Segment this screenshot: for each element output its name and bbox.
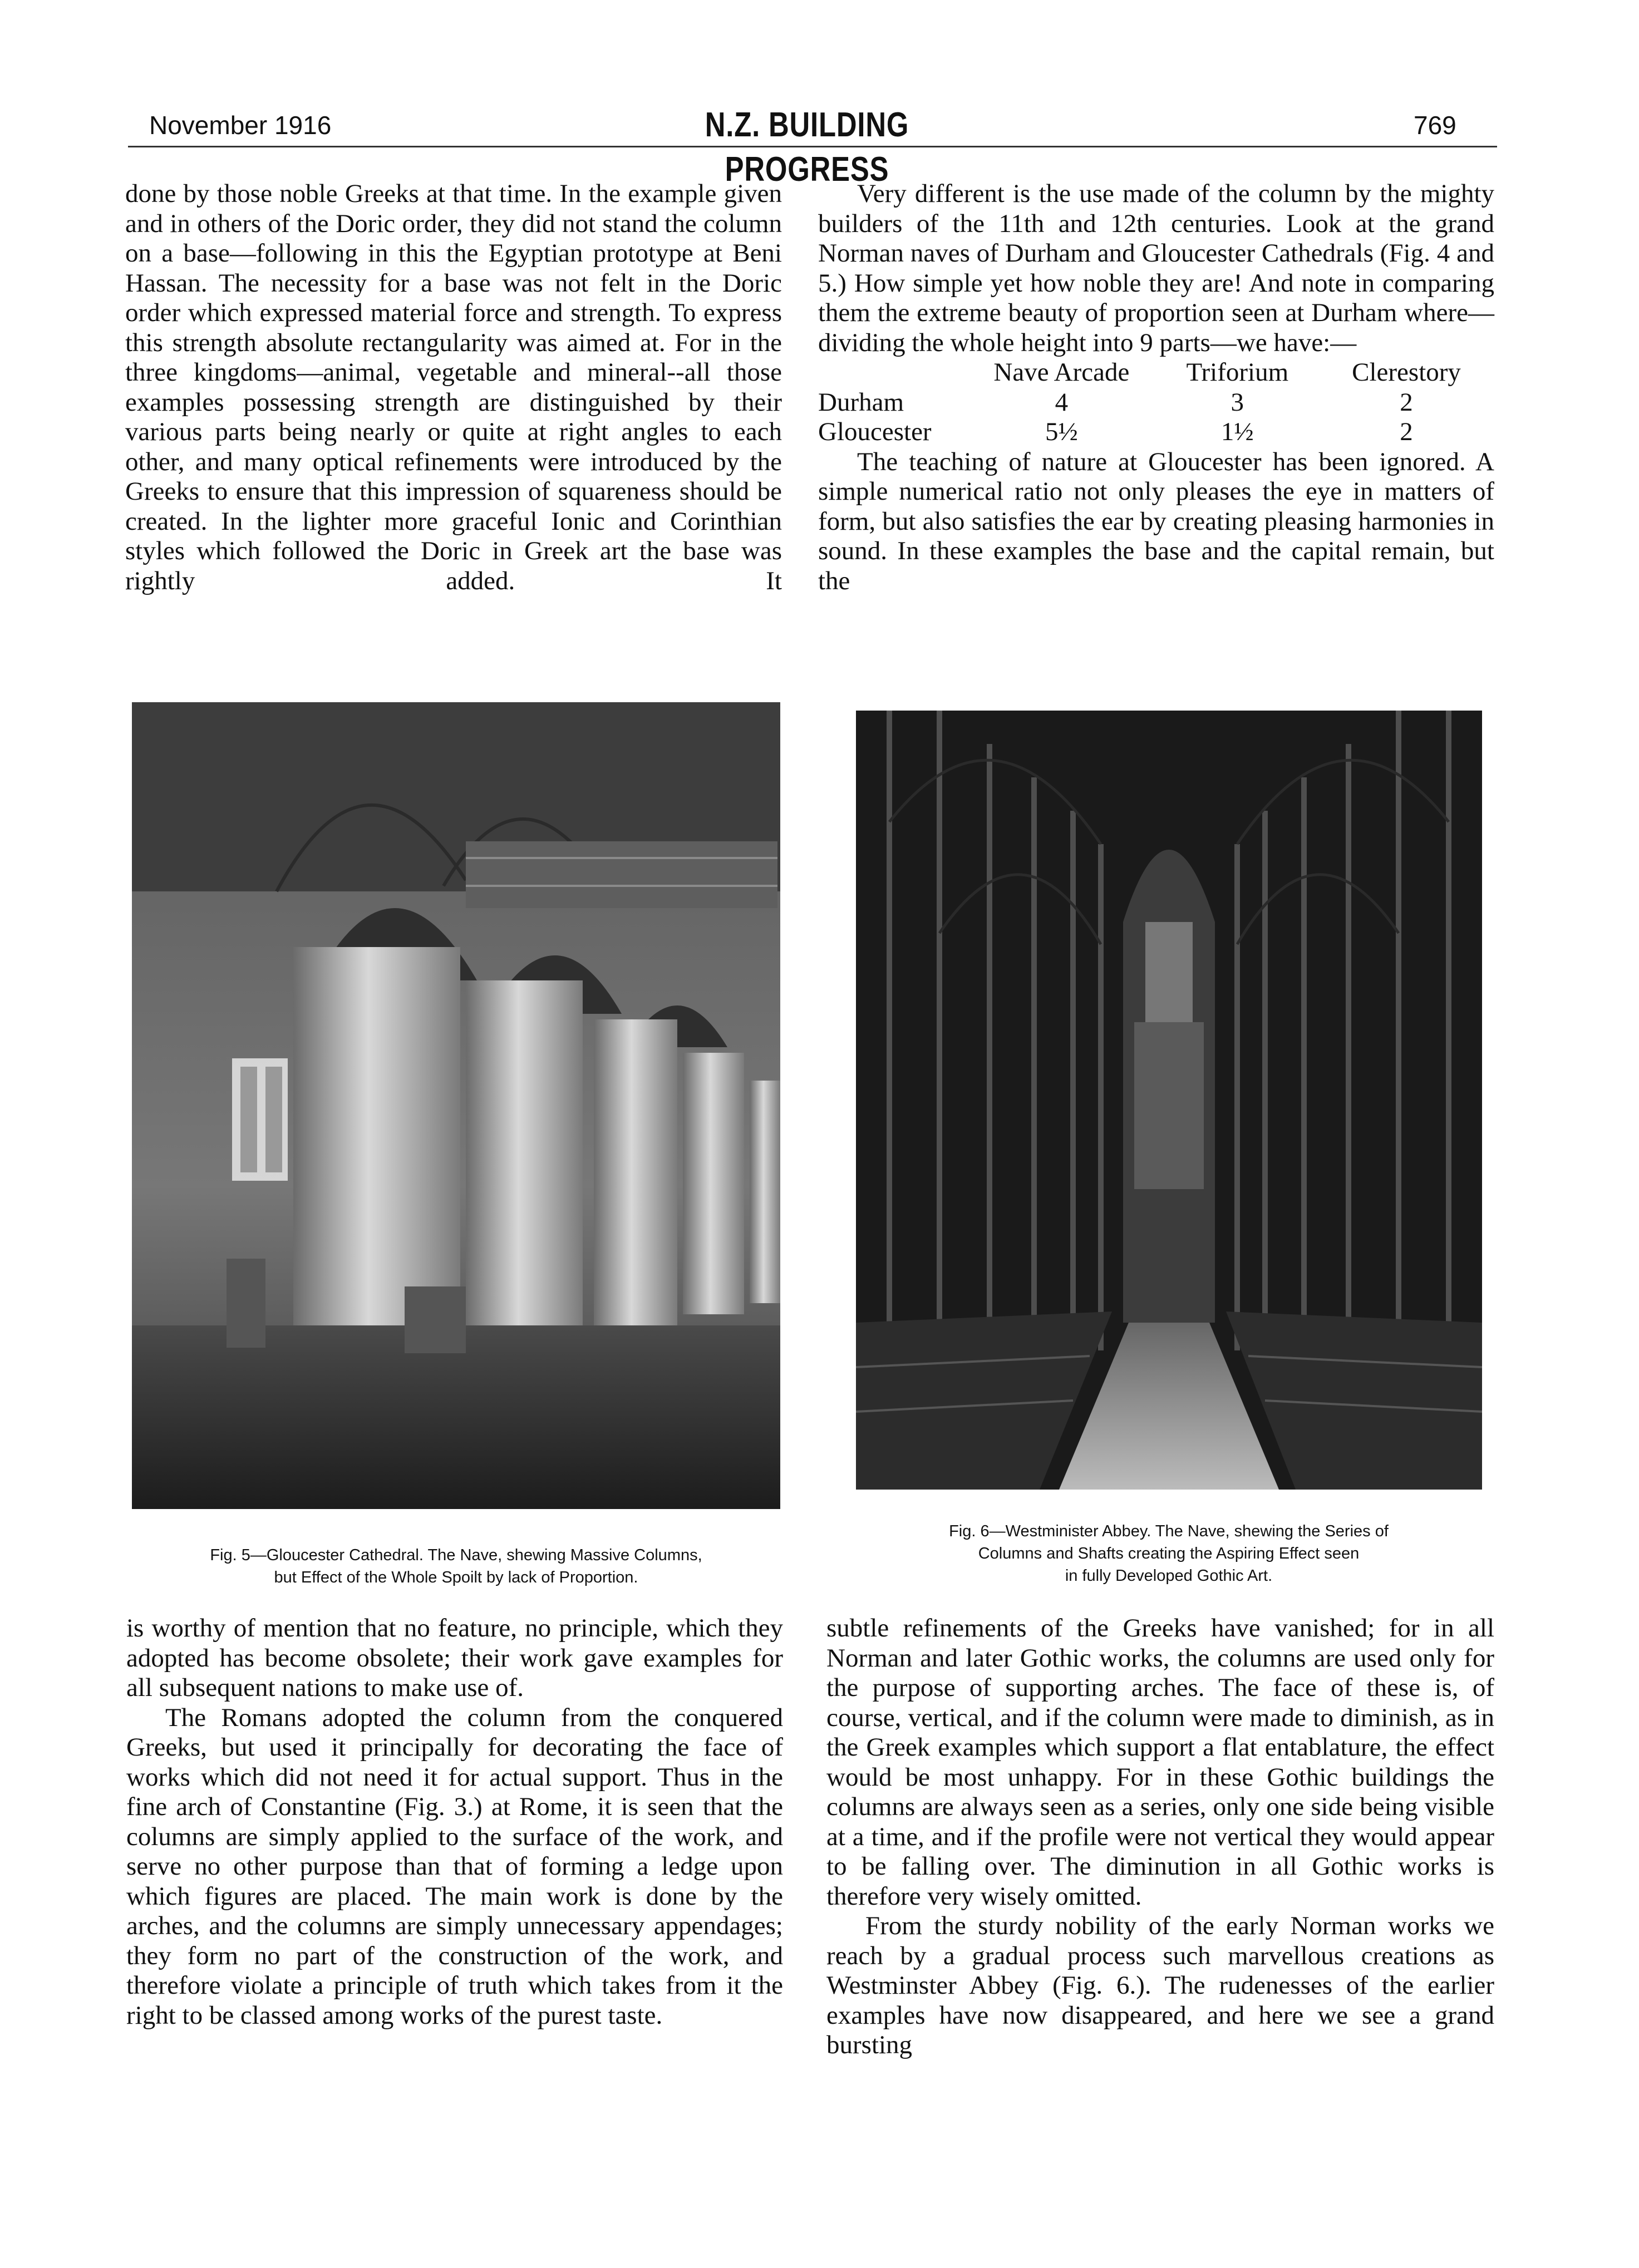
table-cell: 4 [1055,387,1069,417]
fig5-caption-line: Fig. 5—Gloucester Cathedral. The Nave, shewing Massive Columns, [210,1546,702,1564]
column-header-triforium: Triforium [1186,358,1289,387]
table-cell: 5½ [1045,417,1078,446]
lower-left-paragraph-2: The Romans adopted the column from the conquered Greeks, but used it principally for decorating the face of works which did not need it for actual support. Thus in the fine arch of Constantine (Fig. 3.) at Rome, it is seen that the columns are simply applied to the surface of the work, and serve no other purpose than that of forming a ledge upon which figures are placed. The main work is done by the arches, and the columns are simply unnecessary appendages; they form no part of the construction of the work, and therefore violate a principle of truth which takes from it the right to be classed among works of the purest taste. [126,1703,783,2030]
fig6-caption-line: Columns and Shafts creating the Aspiring Effect seen [978,1545,1360,1562]
fig6-caption-line: in fully Developed Gothic Art. [1065,1567,1273,1585]
page-number: 769 [1414,111,1456,140]
proportion-table [818,358,1494,447]
table-cell: 2 [1400,387,1413,417]
fig6-photo-westminster-nave [856,711,1482,1490]
upper-right-intro: Very different is the use made of the column by the mighty builders of the 11th and 12th centuries. Look at the grand Norman naves of Durham and Gloucester Cathedrals (Fig. 4 and 5.) How simple yet how noble they are! And note in comparing them the extreme beauty of proportion seen at Durham where—dividing the whole height into 9 parts—we have:— [818,179,1494,357]
proportion-table-header [818,358,1494,388]
fig6-caption-line: Fig. 6—Westminister Abbey. The Nave, shewing the Series of [949,1522,1389,1540]
fig5-photo-gloucester-nave [132,702,780,1509]
upper-left-column [125,179,782,596]
lower-right-paragraph-2: From the sturdy nobility of the early Norman works we reach by a gradual process such marvellous creations as Westminster Abbey (Fig. 6.). The rudenesses of the earlier examples have now disappeared, and here we see a grand bursting [826,1911,1494,2059]
table-row [818,388,1494,418]
lower-right-column [826,1614,1494,2060]
table-row [818,417,1494,447]
upper-right-paragraph: The teaching of nature at Gloucester has been ignored. A simple numerical ratio not only pleases the eye in matters of form, but also satisfies the ear by creating pleasing harmonies in sound. In these examples the base and the capital remain, but the [818,447,1494,595]
lower-right-paragraph-1: subtle refinements of the Greeks have vanished; for in all Norman and later Gothic works, the columns are used only for the purpose of supporting arches. The face of these is, of course, vertical, and if the column were made to diminish, as in the Greek examples which support a flat entablature, the effect would be most unhappy. For in these Gothic buildings the columns are always seen as a series, only one side being visible at a time, and if the profile were not vertical they would appear to be falling over. The diminution in all Gothic works is therefore very wisely omitted. [826,1614,1494,1911]
fig5-caption-line: but Effect of the Whole Spoilt by lack of Proportion. [274,1569,638,1586]
lower-left-paragraph-1: is worthy of mention that no feature, no principle, which they adopted has become obsolete; their work gave examples for all subsequent nations to make use of. [126,1614,783,1702]
column-header-nave-arcade: Nave Arcade [993,358,1130,387]
header-rule [128,146,1497,147]
lower-left-column [126,1614,783,2030]
column-header-clerestory: Clerestory [1352,358,1461,387]
upper-left-paragraph: done by those noble Greeks at that time. In the example given and in others of the Doric order, they did not stand the column on a base—following in this the Egyptian prototype at Beni Hassan. The necessity for a base was not felt in the Doric order which expressed material force and strength. To express this strength absolute rectangularity was aimed at. For in the three kingdoms—animal, vegetable and mineral--all those examples possessing strength are distinguished by their various parts being nearly or quite at right angles to each other, and many optical refinements were introduced by the Greeks to ensure that this impression of squareness should be created. In the lighter more graceful Ionic and Corinthian styles which followed the Doric in Greek art the base was rightly added. It [125,179,782,595]
fig5-caption [132,1544,780,1589]
row-name: Durham [818,387,904,417]
publication-title: N.Z. BUILDING PROGRESS [705,106,909,189]
table-cell: 1½ [1220,417,1254,446]
fig6-caption [835,1520,1503,1587]
table-cell: 2 [1400,417,1413,446]
table-cell: 3 [1231,387,1244,417]
upper-right-column [818,179,1494,596]
issue-date: November 1916 [149,111,332,140]
row-name: Gloucester [818,417,932,446]
